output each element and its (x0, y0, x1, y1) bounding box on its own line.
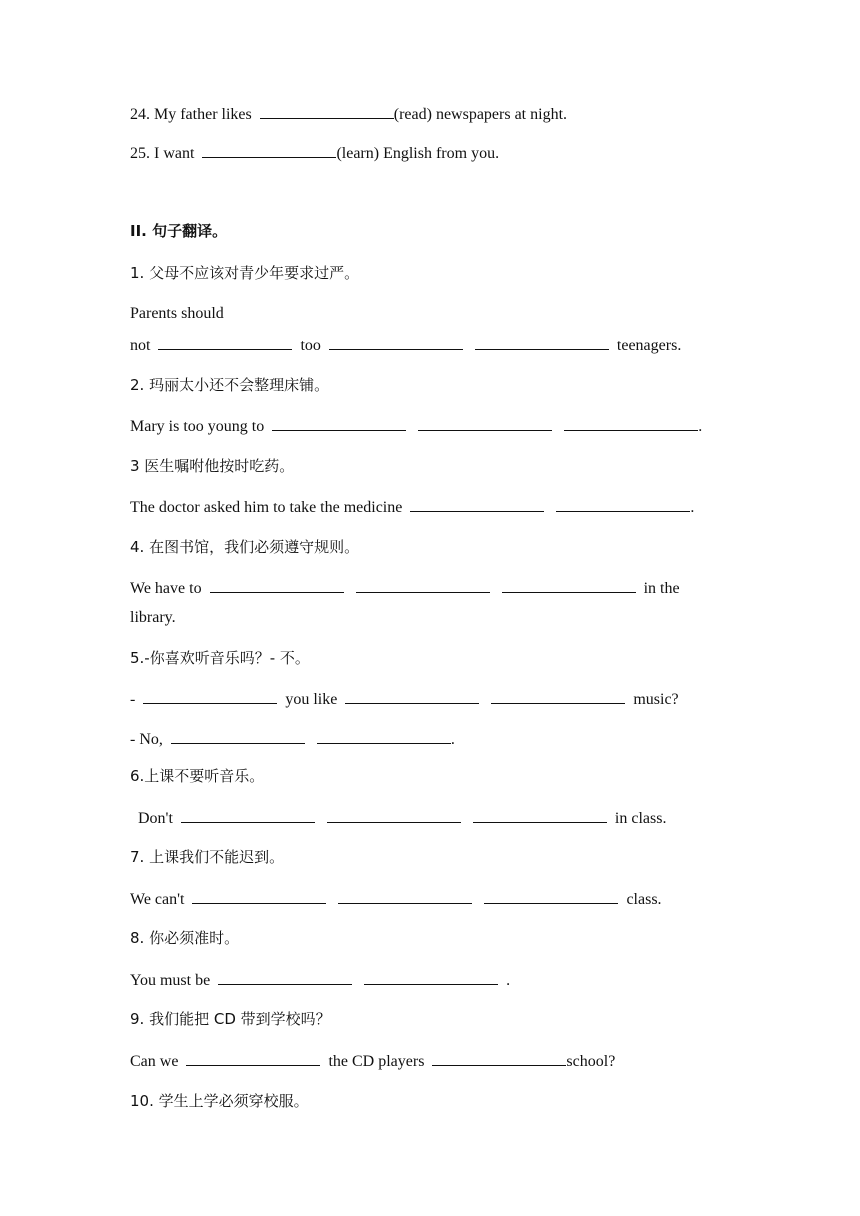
t5-text-b: you like (285, 691, 338, 708)
t8-english (130, 970, 510, 991)
t6-chinese: 6.上课不要听音乐。 (130, 767, 265, 785)
answer-blank[interactable] (181, 808, 315, 823)
t5-text-c: music? (633, 691, 679, 708)
answer-blank[interactable] (556, 497, 690, 512)
answer-blank[interactable] (327, 808, 461, 823)
t8-text-a: You must be (130, 972, 211, 989)
t9-text-c: school? (566, 1053, 616, 1070)
t7-text-b: class. (626, 891, 662, 908)
t3-chinese: 3 医生嘱咐他按时吃药。 (130, 457, 295, 475)
answer-blank[interactable] (484, 889, 618, 904)
answer-blank[interactable] (158, 335, 292, 350)
t1-english-line1: Parents should (130, 305, 224, 322)
t1-chinese: 1. 父母不应该对青少年要求过严。 (130, 264, 360, 282)
answer-blank[interactable] (202, 143, 336, 158)
t9-text-a: Can we (130, 1053, 179, 1070)
t6-text-a: Don't (138, 810, 173, 827)
t4-english-line1 (130, 578, 680, 599)
answer-blank[interactable] (475, 335, 609, 350)
q24-text-before: 24. My father likes (130, 106, 252, 123)
t4-text-b: in the (643, 580, 680, 597)
section-2-heading: II. 句子翻译。 (130, 222, 228, 240)
t4-english-line2: library. (130, 609, 176, 626)
t8-chinese: 8. 你必须准时。 (130, 929, 240, 947)
t5-english-line1 (130, 689, 679, 710)
question-24 (130, 104, 567, 125)
t5-text-d: - No, (130, 731, 163, 748)
t1-text-b: too (300, 337, 321, 354)
t2-end: . (698, 418, 703, 435)
t4-text-a: We have to (130, 580, 202, 597)
t5-text-a: - (130, 691, 136, 708)
answer-blank[interactable] (260, 104, 394, 119)
answer-blank[interactable] (364, 970, 498, 985)
answer-blank[interactable] (502, 578, 636, 593)
answer-blank[interactable] (473, 808, 607, 823)
answer-blank[interactable] (418, 416, 552, 431)
answer-blank[interactable] (564, 416, 698, 431)
q25-text-before: 25. I want (130, 145, 195, 162)
t4-chinese: 4. 在图书馆，我们必须遵守规则。 (130, 538, 360, 556)
q24-text-after: (read) newspapers at night. (393, 106, 568, 123)
answer-blank[interactable] (210, 578, 344, 593)
t1-text-a: not (130, 337, 151, 354)
t3-text-a: The doctor asked him to take the medicine (130, 499, 403, 516)
t2-text-a: Mary is too young to (130, 418, 265, 435)
answer-blank[interactable] (432, 1051, 566, 1066)
answer-blank[interactable] (338, 889, 472, 904)
t9-chinese: 9. 我们能把 CD 带到学校吗？ (130, 1010, 331, 1028)
answer-blank[interactable] (218, 970, 352, 985)
t6-english (138, 808, 666, 829)
q25-text-after: (learn) English from you. (336, 145, 500, 162)
t1-text-c: teenagers. (616, 337, 682, 354)
t5-chinese: 5.-你喜欢听音乐吗？- 不。 (130, 649, 310, 667)
t10-chinese: 10. 学生上学必须穿校服。 (130, 1092, 309, 1110)
answer-blank[interactable] (345, 689, 479, 704)
answer-blank[interactable] (317, 729, 451, 744)
t2-english (130, 416, 702, 437)
t5-english-line2 (130, 729, 455, 750)
answer-blank[interactable] (410, 497, 544, 512)
t7-chinese: 7. 上课我们不能迟到。 (130, 848, 285, 866)
t8-end: . (506, 972, 511, 989)
question-25 (130, 143, 499, 164)
t1-english-line2 (130, 335, 681, 356)
answer-blank[interactable] (272, 416, 406, 431)
t3-end: . (690, 499, 695, 516)
t3-english (130, 497, 694, 518)
t7-text-a: We can't (130, 891, 185, 908)
t9-text-b: the CD players (328, 1053, 425, 1070)
t5-end: . (450, 731, 455, 748)
answer-blank[interactable] (171, 729, 305, 744)
answer-blank[interactable] (356, 578, 490, 593)
answer-blank[interactable] (186, 1051, 320, 1066)
answer-blank[interactable] (329, 335, 463, 350)
t2-chinese: 2. 玛丽太小还不会整理床铺。 (130, 376, 330, 394)
answer-blank[interactable] (192, 889, 326, 904)
t7-english (130, 889, 662, 910)
t6-text-b: in class. (614, 810, 667, 827)
answer-blank[interactable] (491, 689, 625, 704)
answer-blank[interactable] (143, 689, 277, 704)
t9-english (130, 1051, 615, 1072)
